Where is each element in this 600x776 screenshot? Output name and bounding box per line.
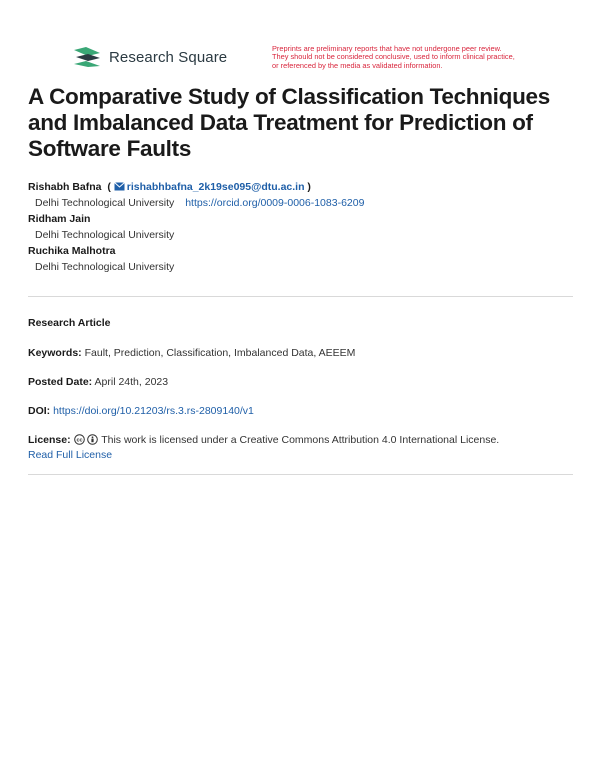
author-affiliation: Delhi Technological University [35, 229, 175, 241]
envelope-icon [114, 182, 125, 191]
keywords-label: Keywords: [28, 347, 82, 359]
posted-date-label: Posted Date: [28, 376, 93, 388]
author-name: Ridham Jain [28, 213, 91, 225]
paper-title: A Comparative Study of Classification Techniques and Imbalanced Data Treatment for Prediction of Software Faults [28, 84, 550, 161]
research-square-logo[interactable] [74, 47, 227, 67]
article-type [28, 316, 573, 331]
keywords-value: Fault, Prediction, Classification, Imbalanced Data, AEEEM [84, 347, 356, 359]
creative-commons-icon [74, 434, 85, 445]
preprint-notice [272, 45, 537, 70]
keywords-row [28, 346, 573, 361]
license-row [28, 433, 573, 463]
article-type-value: Research Article [28, 317, 111, 329]
notice-line: They should not be considered conclusive, used to inform clinical practice, [272, 52, 515, 62]
brand-name: Research Square [109, 48, 228, 66]
posted-date-value: April 24th, 2023 [94, 376, 169, 388]
doi-row [28, 404, 573, 419]
svg-text:cc: cc [75, 437, 83, 444]
orcid-link[interactable]: https://orcid.org/0009-0006-1083-6209 [185, 197, 365, 209]
author-list [28, 180, 573, 276]
notice-line: Preprints are preliminary reports that have not undergone peer review. [272, 44, 502, 53]
license-text: This work is licensed under a Creative Commons Attribution 4.0 International License. [101, 434, 500, 446]
author-affiliation: Delhi Technological University [35, 197, 175, 209]
author-name: Rishabh Bafna [28, 181, 102, 193]
notice-line: or referenced by the media as validated information. [272, 60, 443, 70]
author-affiliation-row [28, 195, 573, 212]
read-full-license-link[interactable]: Read Full License [28, 449, 113, 461]
posted-date-row [28, 375, 573, 390]
doi-label: DOI: [28, 405, 51, 417]
author-affiliation: Delhi Technological University [35, 261, 175, 273]
author-name: Ruchika Malhotra [28, 245, 116, 257]
divider [28, 474, 573, 475]
research-square-logo-icon [74, 47, 102, 67]
license-label: License: [28, 434, 71, 446]
author-entry: Rishabh Bafna ( rishabhbafna_2k19se095@dtu.ac.in ) [28, 181, 311, 193]
doi-link[interactable]: https://doi.org/10.21203/rs.3.rs-2809140/v1 [53, 405, 254, 417]
attribution-icon [87, 434, 98, 445]
divider [28, 296, 573, 297]
author-email-link[interactable]: rishabhbafna_2k19se095@dtu.ac.in [126, 181, 305, 193]
